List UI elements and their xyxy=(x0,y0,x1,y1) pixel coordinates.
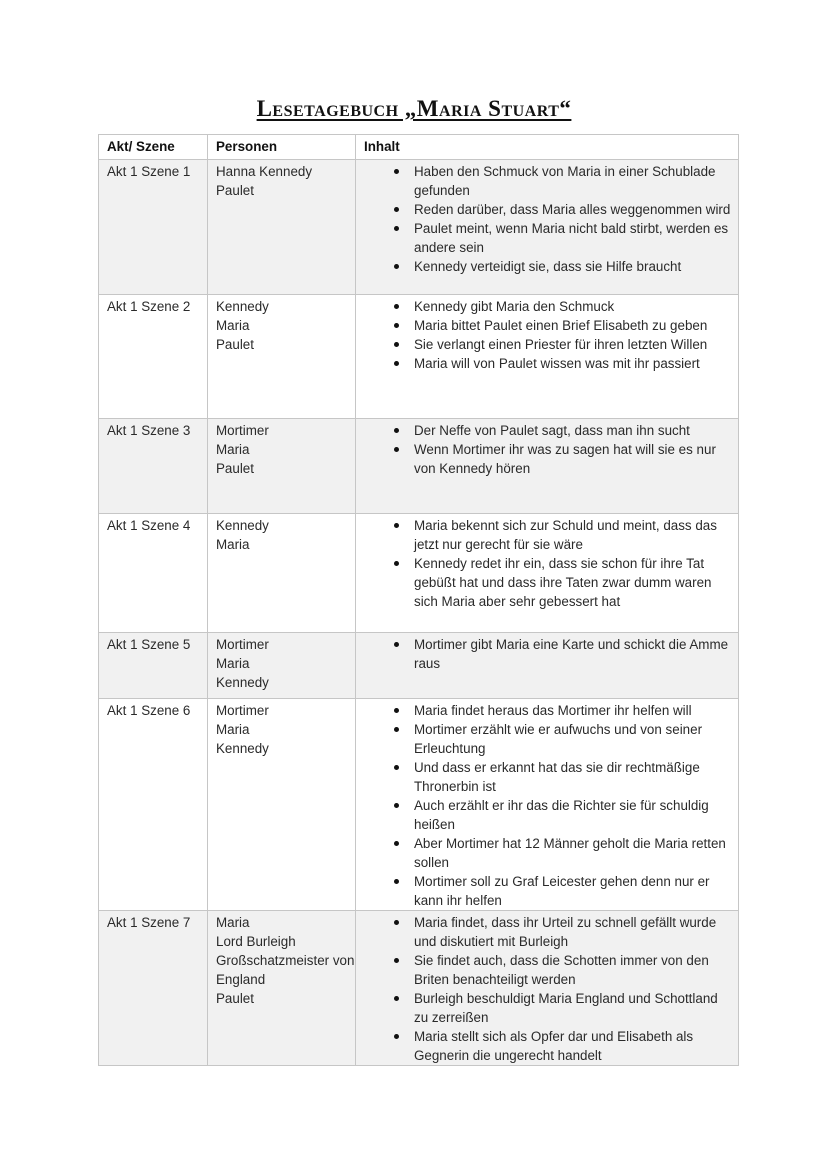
person: Kennedy xyxy=(216,741,269,756)
content-list xyxy=(364,635,738,673)
person: Maria xyxy=(216,318,250,333)
content-item: Paulet meint, wenn Maria nicht bald stirbt, werden es andere sein xyxy=(364,219,732,257)
person: Maria xyxy=(216,722,250,737)
person: Paulet xyxy=(216,461,254,476)
content-cell xyxy=(356,419,739,514)
page-title: Lesetagebuch „Maria Stuart“ xyxy=(256,96,572,121)
scene-cell: Akt 1 Szene 4 xyxy=(99,514,208,633)
content-list xyxy=(364,516,738,611)
persons-cell xyxy=(208,419,356,514)
scene-cell: Akt 1 Szene 6 xyxy=(99,699,208,911)
person: Kennedy xyxy=(216,299,269,314)
person: Maria xyxy=(216,656,250,671)
table-row xyxy=(99,419,739,514)
content-item: Sie verlangt einen Priester für ihren letzten Willen xyxy=(364,335,732,354)
content-item: Kennedy verteidigt sie, dass sie Hilfe braucht xyxy=(364,257,732,276)
content-item: Maria bittet Paulet einen Brief Elisabeth zu geben xyxy=(364,316,732,335)
content-item: Burleigh beschuldigt Maria England und Schottland zu zerreißen xyxy=(364,989,732,1027)
persons-cell xyxy=(208,699,356,911)
content-item: Auch erzählt er ihr das die Richter sie für schuldig heißen xyxy=(364,796,732,834)
content-item: Wenn Mortimer ihr was zu sagen hat will sie es nur von Kennedy hören xyxy=(364,440,732,478)
header-content: Inhalt xyxy=(356,135,739,160)
content-item: Und dass er erkannt hat das sie dir rechtmäßige Thronerbin ist xyxy=(364,758,732,796)
header-scene: Akt/ Szene xyxy=(99,135,208,160)
table-row xyxy=(99,514,739,633)
content-item: Mortimer soll zu Graf Leicester gehen denn nur er kann ihr helfen xyxy=(364,872,732,910)
content-item: Mortimer erzählt wie er aufwuchs und von seiner Erleuchtung xyxy=(364,720,732,758)
content-list xyxy=(364,701,738,910)
person: Maria xyxy=(216,915,250,930)
persons-cell xyxy=(208,160,356,295)
person: Großschatzmeister von England xyxy=(216,953,355,987)
content-item: Aber Mortimer hat 12 Männer geholt die Maria retten sollen xyxy=(364,834,732,872)
content-cell xyxy=(356,514,739,633)
person: Kennedy xyxy=(216,675,269,690)
persons-cell xyxy=(208,633,356,699)
table-header-row xyxy=(99,135,739,160)
scene-cell: Akt 1 Szene 7 xyxy=(99,911,208,1066)
persons-cell xyxy=(208,911,356,1066)
content-cell xyxy=(356,160,739,295)
content-item: Sie findet auch, dass die Schotten immer von den Briten benachteiligt werden xyxy=(364,951,732,989)
persons-cell xyxy=(208,514,356,633)
table-row xyxy=(99,699,739,911)
persons-cell xyxy=(208,295,356,419)
content-item: Reden darüber, dass Maria alles weggenommen wird xyxy=(364,200,732,219)
person: Paulet xyxy=(216,991,254,1006)
content-item: Haben den Schmuck von Maria in einer Schublade gefunden xyxy=(364,162,732,200)
content-cell xyxy=(356,699,739,911)
content-list xyxy=(364,421,738,478)
content-list xyxy=(364,913,738,1065)
content-item: Kennedy gibt Maria den Schmuck xyxy=(364,297,732,316)
content-cell xyxy=(356,911,739,1066)
person: Maria xyxy=(216,442,250,457)
person: Paulet xyxy=(216,183,254,198)
scene-cell: Akt 1 Szene 5 xyxy=(99,633,208,699)
reading-log-table xyxy=(98,134,739,1066)
person: Mortimer xyxy=(216,703,269,718)
content-list xyxy=(364,297,738,373)
person: Mortimer xyxy=(216,637,269,652)
header-persons: Personen xyxy=(208,135,356,160)
table-row xyxy=(99,911,739,1066)
content-item: Maria findet, dass ihr Urteil zu schnell gefällt wurde und diskutiert mit Burleigh xyxy=(364,913,732,951)
table-row xyxy=(99,633,739,699)
person: Mortimer xyxy=(216,423,269,438)
person: Maria xyxy=(216,537,250,552)
content-item: Maria stellt sich als Opfer dar und Elisabeth als Gegnerin die ungerecht handelt xyxy=(364,1027,732,1065)
table-row xyxy=(99,295,739,419)
content-cell xyxy=(356,633,739,699)
content-cell xyxy=(356,295,739,419)
scene-cell: Akt 1 Szene 1 xyxy=(99,160,208,295)
content-list xyxy=(364,162,738,276)
content-item: Maria findet heraus das Mortimer ihr helfen will xyxy=(364,701,732,720)
scene-cell: Akt 1 Szene 2 xyxy=(99,295,208,419)
table-row xyxy=(99,160,739,295)
content-item: Maria will von Paulet wissen was mit ihr passiert xyxy=(364,354,732,373)
scene-cell: Akt 1 Szene 3 xyxy=(99,419,208,514)
content-item: Kennedy redet ihr ein, dass sie schon für ihre Tat gebüßt hat und dass ihre Taten zwar dumm waren sich Maria aber sehr gebessert hat xyxy=(364,554,732,611)
person: Kennedy xyxy=(216,518,269,533)
content-item: Maria bekennt sich zur Schuld und meint, dass das jetzt nur gerecht für sie wäre xyxy=(364,516,732,554)
content-item: Der Neffe von Paulet sagt, dass man ihn sucht xyxy=(364,421,732,440)
content-item: Mortimer gibt Maria eine Karte und schickt die Amme raus xyxy=(364,635,732,673)
person: Lord Burleigh xyxy=(216,934,296,949)
person: Paulet xyxy=(216,337,254,352)
person: Hanna Kennedy xyxy=(216,164,313,179)
